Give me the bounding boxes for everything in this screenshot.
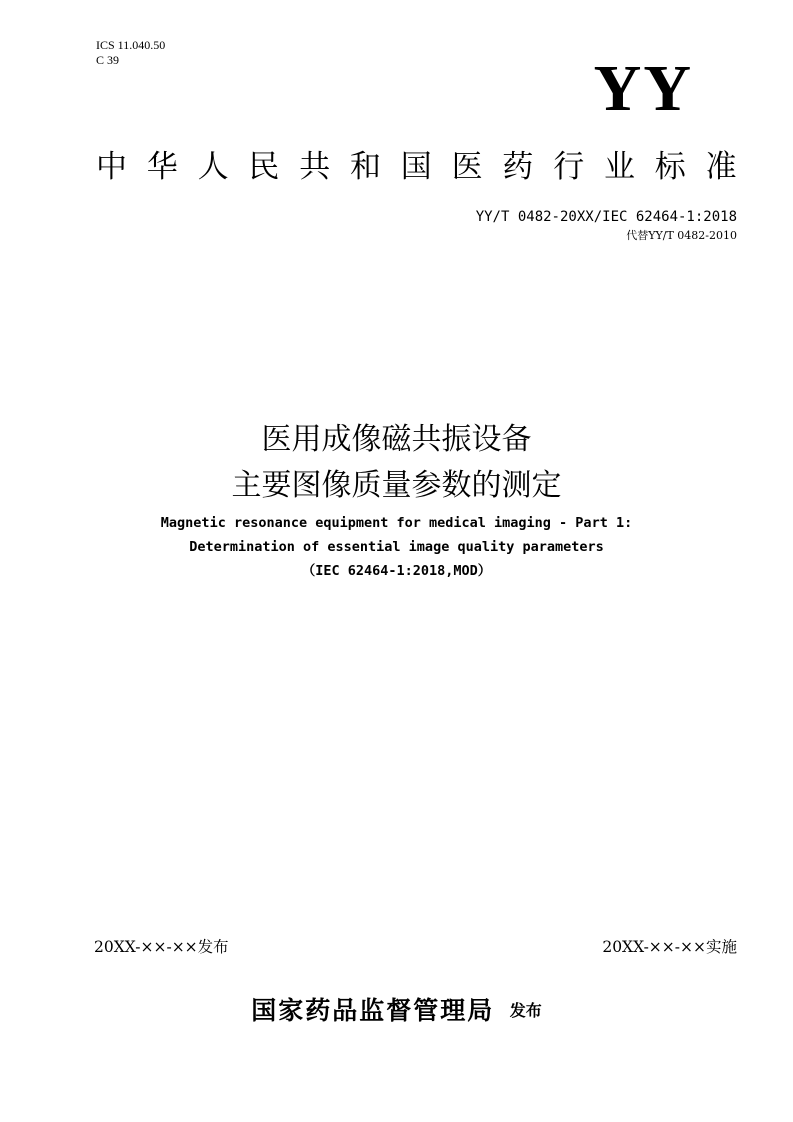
implementation-date: 20XX-××-××实施 bbox=[602, 938, 737, 956]
release-date: 20XX-××-××发布 bbox=[94, 938, 229, 956]
chinese-title-line-2: 主要图像质量参数的测定 bbox=[231, 468, 562, 503]
publisher-suffix: 发布 bbox=[509, 1000, 542, 1020]
standard-number: YY/T 0482-20XX/IEC 62464-1:2018 bbox=[475, 209, 737, 225]
english-title-line-2: Determination of essential image quality parameters bbox=[189, 539, 604, 555]
standard-category-title: 中华人民共和国医药行业标准 bbox=[96, 149, 757, 185]
publisher-name: 国家药品监督管理局 bbox=[251, 996, 495, 1025]
yy-logo: YY bbox=[593, 52, 693, 125]
replaces-standard: 代替YY/T 0482-2010 bbox=[626, 229, 737, 242]
ics-code: ICS 11.040.50 bbox=[96, 38, 166, 52]
english-title-line-1: Magnetic resonance equipment for medical imaging - Part 1: bbox=[160, 515, 633, 531]
publisher bbox=[0, 991, 793, 1027]
classification-codes bbox=[96, 38, 165, 68]
adoption-note: （IEC 62464-1:2018,MOD） bbox=[301, 563, 492, 579]
ccs-code: C 39 bbox=[96, 53, 120, 67]
chinese-title-line-1: 医用成像磁共振设备 bbox=[261, 422, 532, 457]
